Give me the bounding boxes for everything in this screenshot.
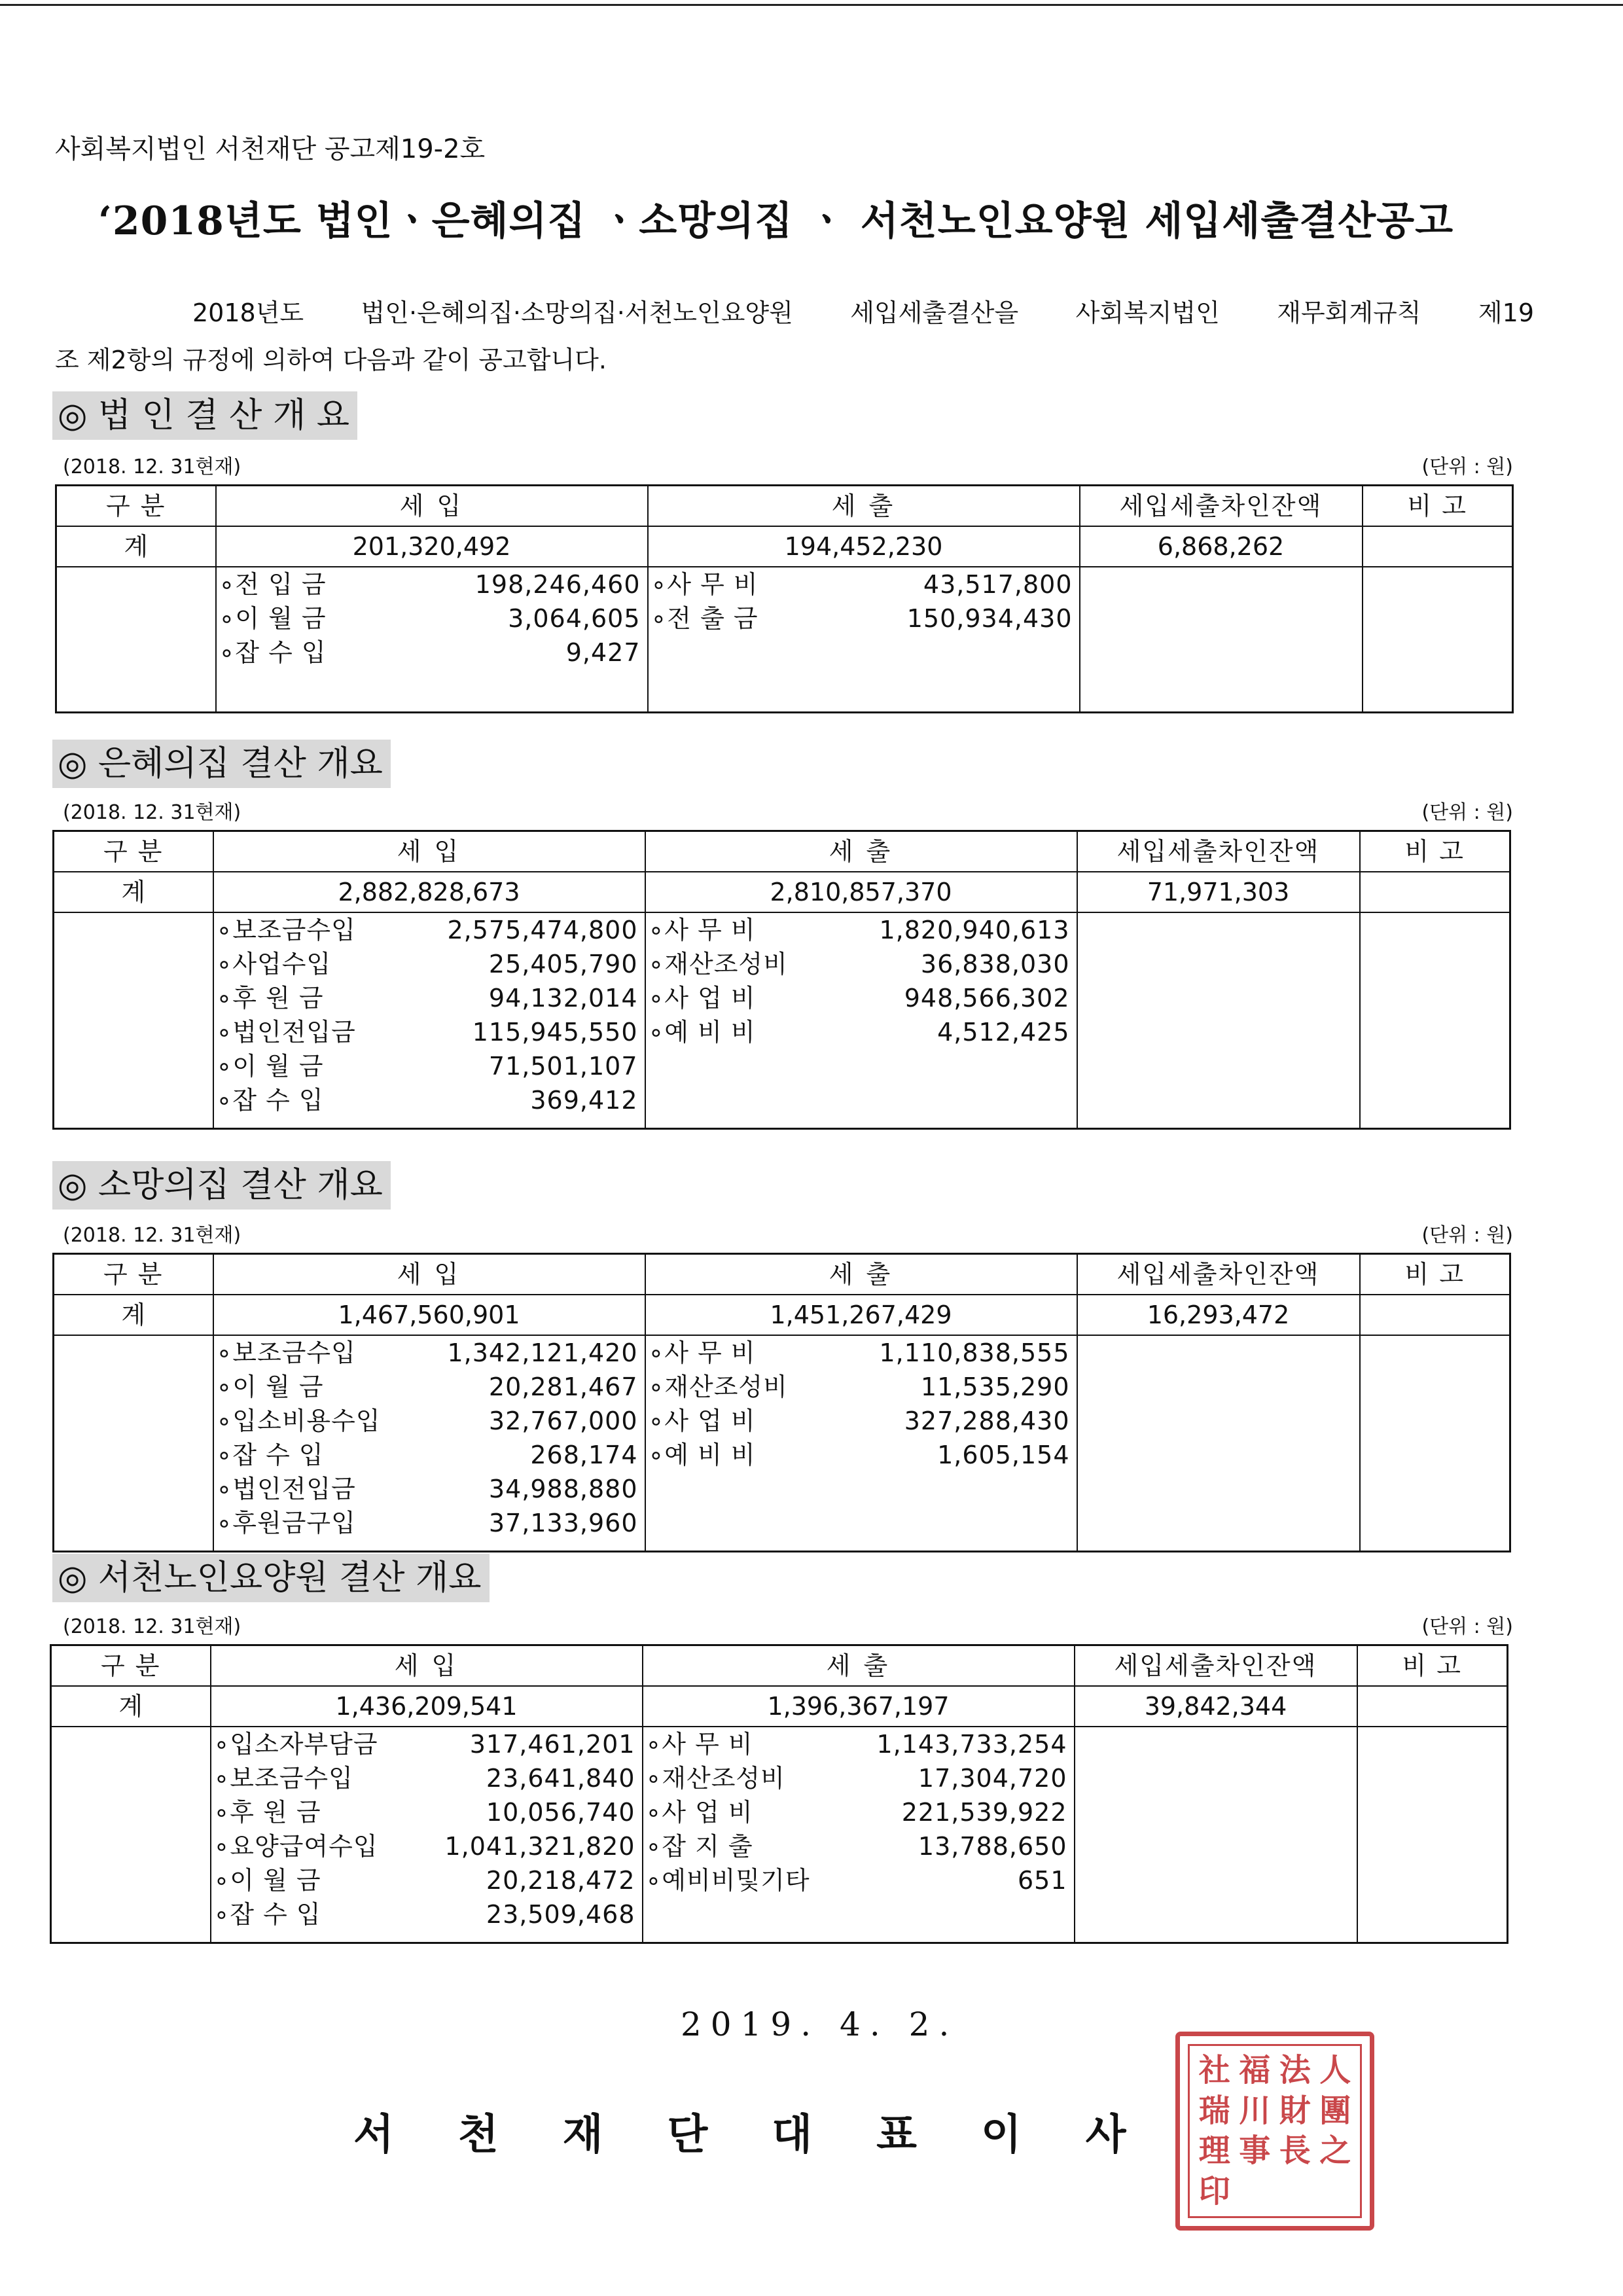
revenue-item-label: ∘보조금수입 <box>216 916 356 944</box>
header-balance: 세입세출차인잔액 <box>1080 486 1363 527</box>
total-row <box>54 1295 1510 1335</box>
intro-line-1: 2018년도 법인·은혜의집·소망의집·서천노인요양원 세입세출결산을 사회복지법인 재무회계규칙 제19 <box>192 298 1534 327</box>
revenue-item-label: ∘요양급여수입 <box>213 1832 378 1861</box>
expense-item-label: ∘사 업 비 <box>645 1798 753 1827</box>
seal-glyph: 事 <box>1239 2132 1271 2169</box>
expense-item <box>646 1015 1077 1049</box>
revenue-total: 2,882,828,673 <box>213 872 645 912</box>
expense-total: 2,810,857,370 <box>645 872 1077 912</box>
revenue-item-value: 369,412 <box>530 1086 638 1115</box>
expense-item <box>649 601 1079 636</box>
revenue-item-value: 20,281,467 <box>488 1372 638 1401</box>
expense-item <box>646 981 1077 1015</box>
revenue-item <box>214 1370 645 1404</box>
intro-paragraph <box>55 289 1534 384</box>
header-balance: 세입세출차인잔액 <box>1077 831 1360 872</box>
expense-item-value: 221,539,922 <box>901 1798 1067 1827</box>
section-title: ◎ 서천노인요양원 결산 개요 <box>52 1554 490 1602</box>
seal-glyph: 川 <box>1239 2092 1271 2129</box>
section-title: ◎ 은혜의집 결산 개요 <box>52 740 391 788</box>
detail-category-cell <box>51 1727 211 1943</box>
as-of-date: (2018. 12. 31현재) <box>63 456 241 478</box>
settlement-table <box>52 1253 1511 1552</box>
header-remarks: 비 고 <box>1363 486 1513 527</box>
revenue-item-value: 268,174 <box>530 1441 638 1469</box>
detail-remarks-cell <box>1360 1335 1510 1552</box>
total-label: 계 <box>51 1686 211 1727</box>
expense-item-label: ∘사 무 비 <box>648 916 756 944</box>
expense-item <box>646 1404 1077 1438</box>
revenue-item <box>214 1472 645 1506</box>
unit-label: (단위 : 원) <box>1421 1224 1513 1247</box>
expense-item <box>646 1370 1077 1404</box>
revenue-total: 1,436,209,541 <box>211 1686 643 1727</box>
header-expense: 세 출 <box>643 1645 1075 1687</box>
remarks-cell <box>1363 526 1513 567</box>
revenue-item <box>214 913 645 947</box>
as-of-date: (2018. 12. 31현재) <box>63 801 241 824</box>
expense-item-value: 1,820,940,613 <box>879 916 1070 944</box>
expense-item-value: 43,517,800 <box>923 570 1073 599</box>
signer-name: 서천재단대표이사 <box>353 2110 1190 2159</box>
unit-label: (단위 : 원) <box>1421 801 1513 824</box>
scan-top-edge <box>0 4 1623 6</box>
revenue-item-value: 25,405,790 <box>488 950 638 978</box>
header-row <box>51 1645 1508 1687</box>
revenue-item-label: ∘잡 수 입 <box>219 638 327 667</box>
expense-item-value: 11,535,290 <box>920 1372 1070 1401</box>
expense-breakdown <box>645 912 1077 1129</box>
seal-glyph: 理 <box>1198 2132 1230 2169</box>
revenue-item-value: 3,064,605 <box>508 604 641 633</box>
expense-item-label: ∘사 업 비 <box>648 1407 756 1435</box>
revenue-breakdown <box>213 912 645 1129</box>
section-title: ◎ 소망의집 결산 개요 <box>52 1161 391 1210</box>
header-revenue: 세 입 <box>213 831 645 872</box>
expense-item-label: ∘잡 지 출 <box>645 1832 753 1861</box>
revenue-item-label: ∘잡 수 입 <box>216 1086 324 1115</box>
revenue-item-label: ∘입소자부담금 <box>213 1730 378 1759</box>
seal-glyph: 社 <box>1198 2052 1230 2089</box>
notice-date: 2019. 4. 2. <box>681 2005 959 2043</box>
expense-item <box>646 1336 1077 1370</box>
seal-glyphs <box>1194 2051 1355 2212</box>
revenue-item-label: ∘잡 수 입 <box>213 1900 321 1929</box>
expense-item-value: 327,288,430 <box>904 1407 1070 1435</box>
expense-item-value: 1,110,838,555 <box>879 1338 1070 1367</box>
expense-item-label: ∘사 무 비 <box>645 1730 753 1759</box>
detail-row <box>51 1727 1508 1943</box>
expense-item-value: 1,605,154 <box>937 1441 1070 1469</box>
revenue-item-value: 1,041,321,820 <box>444 1832 635 1861</box>
header-expense: 세 출 <box>645 831 1077 872</box>
total-row <box>56 526 1513 567</box>
revenue-item <box>214 1015 645 1049</box>
seal-glyph: 瑞 <box>1198 2092 1230 2129</box>
header-expense: 세 출 <box>648 486 1080 527</box>
seal-glyph: 法 <box>1279 2052 1311 2089</box>
header-row <box>56 486 1513 527</box>
seal-glyph: 之 <box>1319 2132 1351 2169</box>
expense-item-value: 13,788,650 <box>918 1832 1067 1861</box>
detail-row <box>54 912 1510 1129</box>
revenue-item <box>214 1049 645 1083</box>
revenue-item-value: 2,575,474,800 <box>447 916 638 944</box>
revenue-item-label: ∘법인전입금 <box>216 1018 356 1047</box>
settlement-table <box>55 484 1514 713</box>
header-remarks: 비 고 <box>1357 1645 1508 1687</box>
detail-remarks-cell <box>1360 912 1510 1129</box>
revenue-item-label: ∘입소비용수입 <box>216 1407 381 1435</box>
total-row <box>51 1686 1508 1727</box>
total-row <box>54 872 1510 912</box>
revenue-item-label: ∘이 월 금 <box>213 1866 321 1895</box>
revenue-item-value: 37,133,960 <box>488 1509 638 1537</box>
revenue-item-value: 20,218,472 <box>486 1866 635 1895</box>
expense-item <box>646 913 1077 947</box>
expense-item-value: 948,566,302 <box>904 984 1070 1013</box>
header-remarks: 비 고 <box>1360 831 1510 872</box>
expense-item <box>643 1829 1074 1863</box>
expense-item-value: 17,304,720 <box>918 1764 1067 1793</box>
expense-item-label: ∘재산조성비 <box>648 1372 788 1401</box>
header-revenue: 세 입 <box>211 1645 643 1687</box>
revenue-item <box>214 1336 645 1370</box>
total-label: 계 <box>54 1295 213 1335</box>
detail-category-cell <box>54 912 213 1129</box>
expense-item-label: ∘사 업 비 <box>648 984 756 1013</box>
detail-category-cell <box>54 1335 213 1552</box>
revenue-item <box>217 601 647 636</box>
revenue-total: 1,467,560,901 <box>213 1295 645 1335</box>
revenue-item-label: ∘후 원 금 <box>216 984 324 1013</box>
expense-total: 1,451,267,429 <box>645 1295 1077 1335</box>
revenue-item-value: 34,988,880 <box>488 1475 638 1503</box>
revenue-item-value: 10,056,740 <box>486 1798 635 1827</box>
revenue-item-value: 198,246,460 <box>474 570 641 599</box>
revenue-item <box>214 1438 645 1472</box>
revenue-item <box>211 1829 642 1863</box>
expense-item <box>646 947 1077 981</box>
expense-item-value: 150,934,430 <box>906 604 1073 633</box>
total-label: 계 <box>54 872 213 912</box>
detail-remarks-cell <box>1357 1727 1508 1943</box>
balance-total: 16,293,472 <box>1077 1295 1360 1335</box>
header-category: 구 분 <box>51 1645 211 1687</box>
header-revenue: 세 입 <box>216 486 648 527</box>
expense-item-value: 651 <box>1017 1866 1067 1895</box>
expense-total: 194,452,230 <box>648 526 1080 567</box>
revenue-breakdown <box>216 567 648 713</box>
balance-total: 6,868,262 <box>1080 526 1363 567</box>
section-title: ◎ 법 인 결 산 개 요 <box>52 391 357 440</box>
revenue-item-value: 32,767,000 <box>488 1407 638 1435</box>
seal-glyph: 人 <box>1319 2052 1351 2089</box>
expense-item <box>643 1795 1074 1829</box>
revenue-item-value: 71,501,107 <box>488 1052 638 1081</box>
header-revenue: 세 입 <box>213 1254 645 1295</box>
revenue-item-value: 1,342,121,420 <box>447 1338 638 1367</box>
expense-item-label: ∘예 비 비 <box>648 1441 756 1469</box>
intro-line-2: 조 제2항의 규정에 의하여 다음과 같이 공고합니다. <box>55 346 607 374</box>
detail-balance-cell <box>1075 1727 1357 1943</box>
detail-row <box>54 1335 1510 1552</box>
total-label: 계 <box>56 526 216 567</box>
expense-item <box>646 1438 1077 1472</box>
revenue-item <box>214 947 645 981</box>
revenue-item <box>211 1761 642 1795</box>
revenue-item-label: ∘후 원 금 <box>213 1798 321 1827</box>
revenue-item-value: 23,509,468 <box>486 1900 635 1929</box>
seal-glyph: 財 <box>1279 2092 1311 2129</box>
detail-row <box>56 567 1513 713</box>
revenue-item <box>214 1404 645 1438</box>
detail-balance-cell <box>1077 1335 1360 1552</box>
official-seal-stamp <box>1175 2032 1374 2231</box>
detail-balance-cell <box>1077 912 1360 1129</box>
header-row <box>54 1254 1510 1295</box>
revenue-breakdown <box>213 1335 645 1552</box>
header-balance: 세입세출차인잔액 <box>1077 1254 1360 1295</box>
header-expense: 세 출 <box>645 1254 1077 1295</box>
revenue-item-label: ∘보조금수입 <box>216 1338 356 1367</box>
header-category: 구 분 <box>54 1254 213 1295</box>
expense-item-label: ∘사 무 비 <box>651 570 758 599</box>
revenue-item-value: 94,132,014 <box>488 984 638 1013</box>
settlement-table <box>50 1644 1508 1944</box>
revenue-breakdown <box>211 1727 643 1943</box>
remarks-cell <box>1360 1295 1510 1335</box>
expense-item <box>643 1761 1074 1795</box>
revenue-item-label: ∘이 월 금 <box>216 1052 324 1081</box>
expense-item-value: 4,512,425 <box>937 1018 1070 1047</box>
expense-item-label: ∘예 비 비 <box>648 1018 756 1047</box>
seal-glyph: 福 <box>1239 2052 1271 2089</box>
expense-item <box>643 1727 1074 1761</box>
expense-breakdown <box>648 567 1080 713</box>
expense-item-label: ∘재산조성비 <box>648 950 788 978</box>
page-title: ‘2018년도 법인ㆍ은혜의집 ㆍ소망의집 ㆍ 서천노인요양원 세입세출결산공고 <box>98 198 1454 244</box>
unit-label: (단위 : 원) <box>1421 1615 1513 1638</box>
expense-total: 1,396,367,197 <box>643 1686 1075 1727</box>
expense-item <box>649 567 1079 601</box>
revenue-item <box>211 1863 642 1897</box>
revenue-item <box>214 981 645 1015</box>
revenue-item-label: ∘이 월 금 <box>216 1372 324 1401</box>
revenue-item <box>214 1083 645 1117</box>
balance-total: 71,971,303 <box>1077 872 1360 912</box>
expense-item-label: ∘전 출 금 <box>651 604 758 633</box>
revenue-item-value: 23,641,840 <box>486 1764 635 1793</box>
expense-breakdown <box>643 1727 1075 1943</box>
detail-category-cell <box>56 567 216 713</box>
revenue-item-label: ∘사업수입 <box>216 950 332 978</box>
revenue-item-label: ∘후원금구입 <box>216 1509 356 1537</box>
remarks-cell <box>1360 872 1510 912</box>
seal-glyph: 長 <box>1279 2132 1311 2169</box>
unit-label: (단위 : 원) <box>1421 456 1513 478</box>
expense-item-label: ∘사 무 비 <box>648 1338 756 1367</box>
revenue-item <box>211 1795 642 1829</box>
expense-item-value: 36,838,030 <box>920 950 1070 978</box>
revenue-total: 201,320,492 <box>216 526 648 567</box>
expense-item-value: 1,143,733,254 <box>876 1730 1067 1759</box>
revenue-item <box>211 1897 642 1931</box>
revenue-item <box>214 1506 645 1540</box>
revenue-item-label: ∘법인전입금 <box>216 1475 356 1503</box>
revenue-item-label: ∘이 월 금 <box>219 604 327 633</box>
settlement-table <box>52 830 1511 1130</box>
revenue-item-value: 9,427 <box>565 638 641 667</box>
seal-glyph: 印 <box>1198 2172 1230 2210</box>
detail-balance-cell <box>1080 567 1363 713</box>
remarks-cell <box>1357 1686 1508 1727</box>
notice-number: 사회복지법인 서천재단 공고제19-2호 <box>55 134 486 164</box>
expense-item <box>643 1863 1074 1897</box>
revenue-item <box>217 567 647 601</box>
revenue-item-label: ∘보조금수입 <box>213 1764 353 1793</box>
revenue-item-value: 115,945,550 <box>472 1018 638 1047</box>
header-balance: 세입세출차인잔액 <box>1075 1645 1357 1687</box>
header-row <box>54 831 1510 872</box>
as-of-date: (2018. 12. 31현재) <box>63 1224 241 1247</box>
detail-remarks-cell <box>1363 567 1513 713</box>
expense-item-label: ∘예비비및기타 <box>645 1866 810 1895</box>
expense-item-label: ∘재산조성비 <box>645 1764 785 1793</box>
balance-total: 39,842,344 <box>1075 1686 1357 1727</box>
header-remarks: 비 고 <box>1360 1254 1510 1295</box>
header-category: 구 분 <box>56 486 216 527</box>
revenue-item <box>217 636 647 670</box>
revenue-item-value: 317,461,201 <box>469 1730 635 1759</box>
header-category: 구 분 <box>54 831 213 872</box>
seal-glyph: 團 <box>1319 2092 1351 2129</box>
revenue-item-label: ∘전 입 금 <box>219 570 327 599</box>
revenue-item-label: ∘잡 수 입 <box>216 1441 324 1469</box>
expense-breakdown <box>645 1335 1077 1552</box>
revenue-item <box>211 1727 642 1761</box>
as-of-date: (2018. 12. 31현재) <box>63 1615 241 1638</box>
